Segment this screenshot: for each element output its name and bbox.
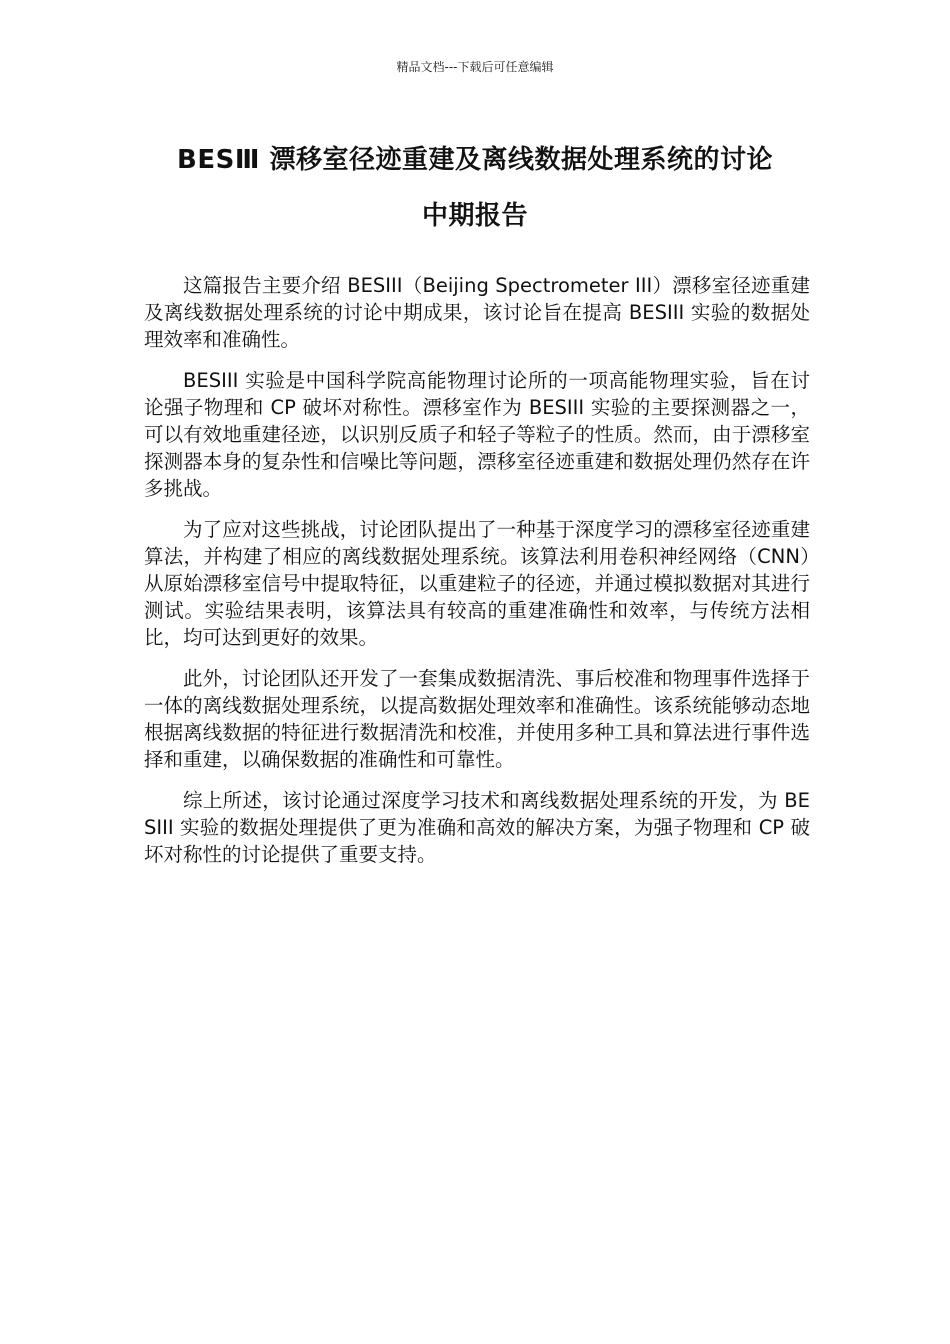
page-header-watermark: 精品文档---下载后可任意编辑 <box>396 60 554 74</box>
paragraph-background: BESIII 实验是中国科学院高能物理讨论所的一项高能物理实验，旨在讨论强子物理和 CP 破坏对称性。漂移室作为 BESIII 实验的主要探测器之一，可以有效地重建径迹，以识别反质子和轻子等粒子的性质。然而，由于漂移室探测器本身的复杂性和信噪比等问题，漂移室径迹重建和数据处理仍然存在许多挑战。 <box>144 369 810 500</box>
document-body <box>144 272 810 882</box>
paragraph-summary: 综上所述，该讨论通过深度学习技术和离线数据处理系统的开发，为 BESIII 实验的数据处理提供了更为准确和高效的解决方案，为强子物理和 CP 破坏对称性的讨论提供了重要支持。 <box>144 789 810 866</box>
document-title <box>100 132 850 244</box>
title-line-1: BESⅢ 漂移室径迹重建及离线数据处理系统的讨论 <box>177 145 773 175</box>
paragraph-intro: 这篇报告主要介绍 BESIII（Beijing Spectrometer III）漂移室径迹重建及离线数据处理系统的讨论中期成果，该讨论旨在提高 BESIII 实验的数据处理效率和准确性。 <box>144 274 810 351</box>
title-line-2: 中期报告 <box>421 201 528 231</box>
paragraph-method: 为了应对这些挑战，讨论团队提出了一种基于深度学习的漂移室径迹重建算法，并构建了相应的离线数据处理系统。该算法利用卷积神经网络（CNN）从原始漂移室信号中提取特征，以重建粒子的径迹，并通过模拟数据对其进行测试。实验结果表明，该算法具有较高的重建准确性和效率，与传统方法相比，均可达到更好的效果。 <box>144 518 810 649</box>
paragraph-system: 此外，讨论团队还开发了一套集成数据清洗、事后校准和物理事件选择于一体的离线数据处理系统，以提高数据处理效率和准确性。该系统能够动态地根据离线数据的特征进行数据清洗和校准，并使用多种工具和算法进行事件选择和重建，以确保数据的准确性和可靠性。 <box>144 667 810 771</box>
